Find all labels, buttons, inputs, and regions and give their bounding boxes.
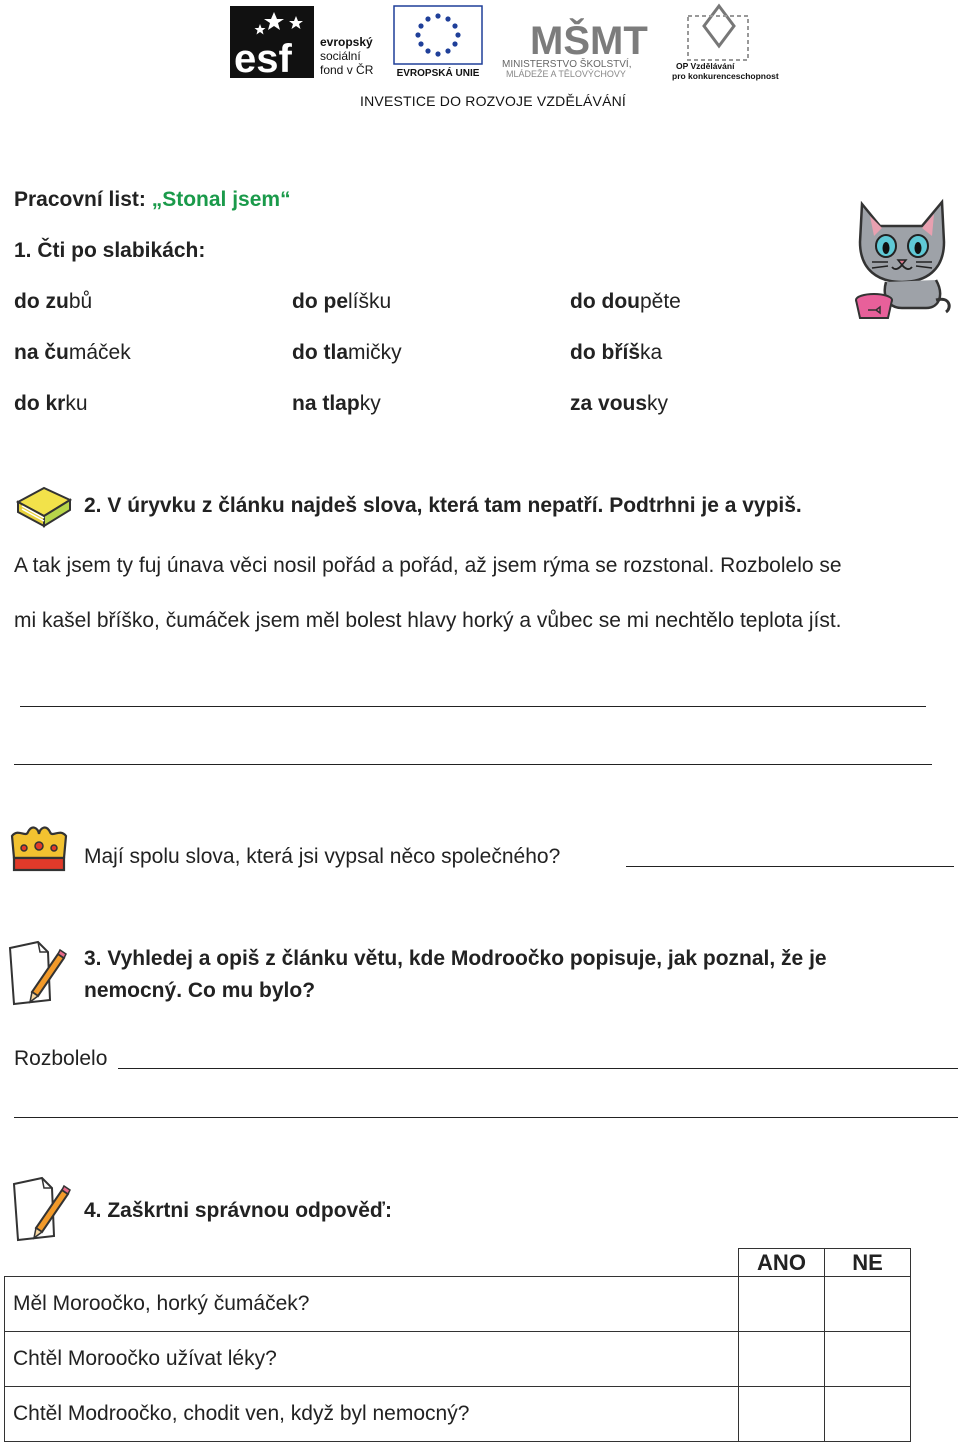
pencil-paper-icon [12, 1176, 70, 1242]
col-yes-header: ANO [739, 1249, 825, 1277]
syllable-word: do doupěte [570, 290, 681, 313]
answer-line[interactable] [20, 706, 926, 707]
msmt-logo [500, 4, 652, 78]
no-checkbox-cell[interactable] [825, 1332, 911, 1387]
syllable-word: za vousky [570, 392, 669, 415]
question-cell: Měl Moroočko, horký čumáček? [5, 1277, 739, 1332]
esf-logo [230, 6, 380, 81]
table-header-blank [5, 1249, 739, 1277]
pencil-paper-icon [8, 940, 66, 1006]
op-logo [672, 4, 779, 81]
msmt-logo-graphic [500, 4, 652, 78]
task3-answer-start: Rozbolelo [14, 1047, 108, 1070]
syllable-word: do tlamičky [292, 341, 402, 364]
op-logo-graphic [672, 4, 779, 81]
svg-text:OP Vzdělávání: OP Vzdělávání [676, 61, 735, 71]
no-checkbox-cell[interactable] [825, 1277, 911, 1332]
task3-heading-line2: nemocný. Co mu bylo? [84, 979, 316, 1002]
pencil-paper-graphic [12, 1176, 70, 1242]
svg-text:evropský: evropský [320, 35, 373, 49]
answer-line[interactable] [14, 1117, 958, 1118]
syllable-word: na tlapky [292, 392, 381, 415]
investice-tagline: INVESTICE DO ROZVOJE VZDĚLÁVÁNÍ [360, 93, 627, 109]
yes-checkbox-cell[interactable] [739, 1387, 825, 1442]
answer-table [4, 1248, 911, 1442]
task1-heading: 1. Čti po slabikách: [14, 239, 206, 262]
title-prefix: Pracovní list: [14, 188, 152, 211]
task2-text-line1: A tak jsem ty fuj únava věci nosil pořád a pořád, až jsem rýma se rozstonal. Rozbolelo se [14, 554, 842, 577]
book-graphic [14, 484, 72, 528]
answer-line[interactable] [626, 866, 954, 867]
svg-text:MLÁDEŽE A TĚLOVÝCHOVY: MLÁDEŽE A TĚLOVÝCHOVY [506, 69, 626, 79]
esf-logo-graphic [230, 6, 380, 81]
task2-heading: 2. V úryvku z článku najdeš slova, která tam nepatří. Podtrhni je a vypiš. [84, 494, 802, 517]
syllable-word: do pelíšku [292, 290, 392, 313]
crown-graphic [8, 824, 70, 874]
msmt-logo-text: MŠMT [530, 19, 648, 63]
syllable-word: do krku [14, 392, 88, 415]
svg-text:sociální: sociální [320, 49, 361, 63]
svg-text:MINISTERSTVO ŠKOLSTVÍ,: MINISTERSTVO ŠKOLSTVÍ, [502, 59, 632, 70]
answer-line[interactable] [118, 1068, 958, 1069]
no-checkbox-cell[interactable] [825, 1387, 911, 1442]
task3-heading-line1: 3. Vyhledej a opiš z článku větu, kde Modroočko popisuje, jak poznal, že je [84, 947, 827, 970]
answer-line[interactable] [14, 764, 932, 765]
cat-icon [852, 196, 956, 324]
esf-logo-text: esf [234, 37, 292, 81]
syllable-word: na čumáček [14, 341, 131, 364]
svg-text:EVROPSKÁ UNIE: EVROPSKÁ UNIE [396, 68, 480, 79]
eu-flag-icon [392, 6, 484, 78]
task2-question: Mají spolu slova, která jsi vypsal něco společného? [84, 845, 561, 868]
syllable-word: do bříška [570, 341, 663, 364]
crown-icon [8, 824, 70, 874]
question-cell: Chtěl Moroočko užívat léky? [5, 1332, 739, 1387]
table-row [5, 1332, 911, 1387]
table-row [5, 1277, 911, 1332]
pencil-paper-graphic [8, 940, 66, 1006]
col-no-header: NE [825, 1249, 911, 1277]
svg-text:fond v ČR: fond v ČR [320, 63, 374, 77]
syllable-word: do zubů [14, 290, 93, 313]
table-header-row [5, 1249, 911, 1277]
title-name: „Stonal jsem“ [151, 188, 291, 211]
svg-text:pro konkurenceschopnost: pro konkurenceschopnost [672, 71, 779, 81]
yes-checkbox-cell[interactable] [739, 1332, 825, 1387]
question-cell: Chtěl Modroočko, chodit ven, když byl nemocný? [5, 1387, 739, 1442]
table-row [5, 1387, 911, 1442]
page-title [14, 187, 291, 213]
task2-text-line2: mi kašel bříško, čumáček jsem měl bolest hlavy horký a vůbec se mi nechtělo teplota jíst. [14, 609, 842, 632]
cat-graphic [852, 196, 956, 324]
yes-checkbox-cell[interactable] [739, 1277, 825, 1332]
task4-heading: 4. Zaškrtni správnou odpověď: [84, 1199, 392, 1222]
book-icon [14, 484, 72, 528]
eu-flag-graphic [392, 6, 484, 78]
